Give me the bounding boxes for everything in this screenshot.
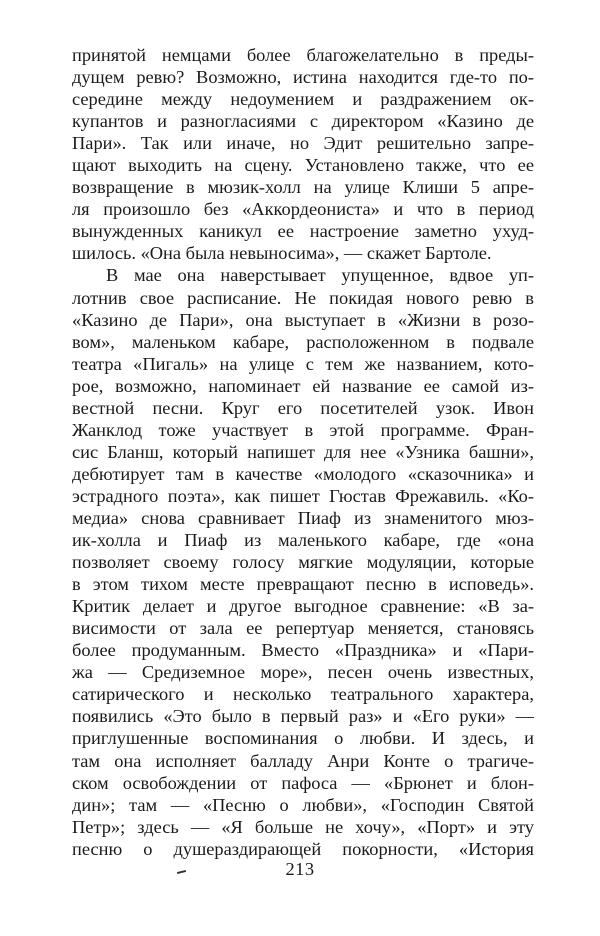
text-line: вестной песни. Круг его посетителей узок. Ивон (72, 397, 534, 418)
text-line: рое, возможно, напоминает ей название ее самой из- (72, 375, 534, 396)
text-line: шилось. «Она была невыносима», — скажет Бартоле. (72, 243, 492, 264)
text-line: ик-холла и Пиаф из маленького кабаре, где «она (72, 530, 534, 551)
text-line: дущем ревю? Возможно, истина находится где-то по- (72, 67, 534, 88)
text-line: вом», маленьком кабаре, расположенном в подвале (72, 331, 534, 352)
text-line: Жанклод тоже участвует в этой программе. Фран- (72, 419, 534, 440)
text-line: в этом тихом месте превращают песню в исповедь». (72, 574, 534, 595)
text-line: Петр»; здесь — «Я больше не хочу», «Порт» и эту (72, 816, 534, 837)
text-line: щают выходить на сцену. Установлено также, что ее (72, 155, 534, 176)
text-line: вынужденных каникул ее настроение заметно ухуд- (72, 221, 534, 242)
text-line: более продуманным. Вместо «Праздника» и «Пари- (72, 640, 534, 661)
text-line: лотнив свое расписание. Не покидая нового ревю в (72, 287, 534, 308)
text-line: ля произошло без «Аккордеониста» и что в период (72, 199, 534, 220)
text-line: принятой немцами более благожелательно в преды- (72, 45, 534, 65)
text-line: «Казино де Пари», она выступает в «Жизни в розо- (72, 309, 534, 330)
text-line: дин»; там — «Песню о любви», «Господин Святой (72, 794, 534, 815)
text-line: возвращение в мюзик-холл на улице Клиши 5 апре- (72, 177, 534, 198)
text-line: приглушенные воспоминания о любви. И здесь, и (72, 728, 534, 749)
text-line: там она исполняет балладу Анри Конте о трагиче- (72, 750, 534, 771)
text-line: появились «Это было в первый раз» и «Его руки» — (72, 706, 534, 727)
text-line: Критик делает и другое выгодное сравнение: «В за- (72, 596, 534, 617)
text-line: сис Бланш, который напишет для нее «Узника башни», (72, 441, 534, 462)
text-line: купантов и разногласиями с директором «Казино де (72, 111, 534, 132)
text-line: висимости от зала ее репертуар меняется, становясь (72, 618, 534, 639)
text-line: В мае она наверстывает упущенное, вдвое уп- (106, 265, 534, 286)
text-line: театра «Пигаль» на улице с тем же названием, кото- (72, 353, 534, 374)
text-line: позволяет своему голосу мягкие модуляции, которые (72, 552, 534, 573)
text-line: ском освобождении от пафоса — «Брюнет и блон- (72, 772, 534, 793)
text-line: дебютирует там в качестве «молодого «сказочника» и (72, 463, 534, 484)
text-line: середине между недоумением и раздражением ок- (72, 89, 534, 110)
text-line: жа — Средиземное море», песен очень известных, (72, 662, 534, 683)
body-text (72, 44, 534, 860)
text-line: медиа» снова сравнивает Пиаф из знаменитого мюз- (72, 507, 534, 528)
text-line: Пари». Так или иначе, но Эдит решительно запре- (72, 133, 534, 154)
page-number: 213 (285, 859, 315, 879)
text-line: песню о душераздирающей покорности, «История (72, 838, 534, 859)
text-line: сатирического и несколько театрального характера, (72, 684, 534, 705)
text-line: эстрадного поэта», как пишет Гюстав Фрежавиль. «Ко- (72, 485, 534, 506)
